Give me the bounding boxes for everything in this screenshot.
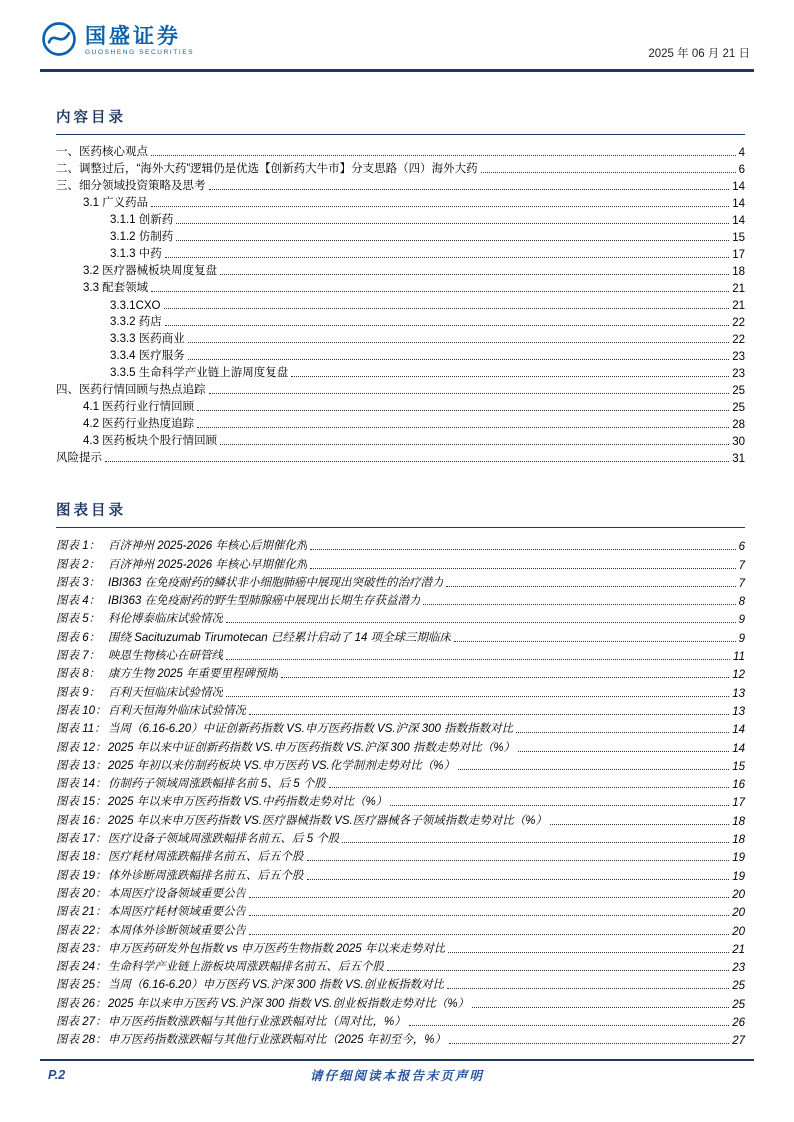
toc-entry[interactable] bbox=[56, 414, 745, 431]
toc-entry-label: 3.3.4 医疗服务 bbox=[110, 350, 185, 362]
figure-entry[interactable] bbox=[56, 1029, 745, 1047]
dot-leader bbox=[454, 641, 736, 642]
figure-entry-number: 图表 4： bbox=[56, 595, 101, 608]
figure-entry-number: 图表 25： bbox=[56, 979, 107, 992]
figure-entry[interactable] bbox=[56, 608, 745, 626]
toc-entry-label: 4.2 医药行业热度追踪 bbox=[83, 418, 195, 430]
toc-entry-label: 3.3.2 药店 bbox=[110, 316, 162, 328]
figure-entry-page: 7 bbox=[738, 559, 745, 572]
figure-entry[interactable] bbox=[56, 681, 745, 699]
figure-entry-title: 申万医药研发外包指数 vs 申万医药生物指数 2025 年以来走势对比 bbox=[108, 942, 446, 955]
brand-subtitle: GUOSHENG SECURITIES bbox=[85, 49, 195, 57]
figure-entry-title: 2025 年以来申万医药指数 VS.中药指数走势对比（%） bbox=[108, 796, 388, 809]
toc-entry-label: 四、医药行情回顾与热点追踪 bbox=[56, 384, 206, 396]
dot-leader bbox=[226, 622, 736, 623]
dot-leader bbox=[310, 549, 735, 550]
figure-entry-number: 图表 3： bbox=[56, 576, 101, 589]
figure-entry-title: 当周（6.16-6.20）中证创新药指数 VS.申万医药指数 VS.沪深 300 指数指数对比 bbox=[108, 723, 514, 736]
figure-entry-title: 围绕 Sacituzumab Tirumotecan 已经累计启动了 14 项全球三期临床 bbox=[108, 631, 452, 644]
figure-entry-number: 图表 22： bbox=[56, 924, 107, 937]
figure-entry-title: 仿制药子领域周涨跌幅排名前 5、后 5 个股 bbox=[108, 778, 326, 791]
dot-leader bbox=[448, 952, 729, 953]
figure-entry[interactable] bbox=[56, 663, 745, 681]
figure-entry-title: 百利天恒海外临床试验情况 bbox=[108, 704, 246, 717]
figure-entry-page: 19 bbox=[732, 870, 745, 883]
dot-leader bbox=[307, 879, 730, 880]
toc-entry[interactable] bbox=[56, 193, 745, 210]
footer-page-number: P.2 bbox=[48, 1068, 66, 1082]
figure-entry-page: 25 bbox=[732, 980, 745, 993]
toc-entry-label: 3.1.1 创新药 bbox=[110, 214, 174, 226]
toc-entry-label: 风险提示 bbox=[56, 452, 102, 464]
figure-entry[interactable] bbox=[56, 736, 745, 754]
figure-entry-number: 图表 2： bbox=[56, 558, 101, 571]
figure-entry-number: 图表 27： bbox=[56, 1016, 107, 1029]
figure-entry-number: 图表 10： bbox=[56, 704, 107, 717]
toc-entry-page: 14 bbox=[732, 198, 745, 210]
figure-entry-number: 图表 18： bbox=[56, 851, 107, 864]
dot-leader bbox=[197, 410, 729, 411]
figure-entry-page: 15 bbox=[732, 760, 745, 773]
figure-entry-page: 20 bbox=[732, 888, 745, 901]
dot-leader bbox=[307, 860, 730, 861]
dot-leader bbox=[165, 257, 729, 258]
dot-leader bbox=[281, 677, 729, 678]
figure-entry-number: 图表 26： bbox=[56, 997, 107, 1010]
figure-entry[interactable] bbox=[56, 718, 745, 736]
figure-entry-title: 2025 年以来中证创新药指数 VS.申万医药指数 VS.沪深 300 指数走势对比（%） bbox=[108, 741, 516, 754]
toc-entry-page: 14 bbox=[732, 181, 745, 193]
figures-list bbox=[56, 535, 745, 1047]
dot-leader bbox=[310, 568, 735, 569]
dot-leader bbox=[249, 934, 729, 935]
figure-entry-title: IBI363 在免疫耐药的鳞状非小细胞肺癌中展现出突破性的治疗潜力 bbox=[108, 576, 444, 589]
toc-entry-label: 3.3 配套领域 bbox=[83, 282, 149, 294]
figure-entry[interactable] bbox=[56, 956, 745, 974]
toc-entry-page: 21 bbox=[732, 300, 745, 312]
dot-leader bbox=[197, 427, 729, 428]
toc-entry[interactable] bbox=[56, 312, 745, 329]
dot-leader bbox=[472, 1007, 729, 1008]
dot-leader bbox=[226, 696, 729, 697]
figure-entry[interactable] bbox=[56, 572, 745, 590]
figure-entry-page: 18 bbox=[732, 834, 745, 847]
figure-entry-page: 14 bbox=[732, 724, 745, 737]
brand-logo-icon bbox=[40, 20, 78, 63]
figure-entry-page: 18 bbox=[732, 815, 745, 828]
figure-entry-number: 图表 12： bbox=[56, 741, 107, 754]
dot-leader bbox=[249, 915, 729, 916]
toc-entry[interactable] bbox=[56, 278, 745, 295]
dot-leader bbox=[151, 291, 729, 292]
dot-leader bbox=[446, 586, 735, 587]
figure-entry-title: 生命科学产业链上游板块周涨跌幅排名前五、后五个股 bbox=[108, 961, 384, 974]
toc-entry-page: 14 bbox=[732, 215, 745, 227]
dot-leader bbox=[151, 206, 729, 207]
figure-entry-page: 16 bbox=[732, 779, 745, 792]
toc-entry-page: 6 bbox=[738, 164, 745, 176]
toc-entry[interactable] bbox=[56, 448, 745, 465]
figure-entry-page: 17 bbox=[732, 797, 745, 810]
brand-text bbox=[85, 26, 194, 57]
figure-entry-title: 百济神州 2025-2026 年核心早期催化剂 bbox=[108, 558, 308, 571]
toc-entry-page: 22 bbox=[732, 317, 745, 329]
dot-leader bbox=[447, 988, 729, 989]
figure-entry-page: 7 bbox=[738, 577, 745, 590]
figure-entry[interactable] bbox=[56, 846, 745, 864]
figure-entry-title: IBI363 在免疫耐药的野生型肺腺癌中展现出长期生存获益潜力 bbox=[108, 595, 421, 608]
figure-entry-title: 体外诊断周涨跌幅排名前五、后五个股 bbox=[108, 869, 304, 882]
figure-entry-page: 23 bbox=[732, 962, 745, 975]
figure-entry-page: 13 bbox=[732, 687, 745, 700]
dot-leader bbox=[249, 897, 729, 898]
figure-entry[interactable] bbox=[56, 590, 745, 608]
report-footer bbox=[40, 1059, 754, 1084]
figure-entry-title: 百利天恒临床试验情况 bbox=[108, 686, 223, 699]
figures-title: 图表目录 bbox=[56, 503, 126, 519]
toc-entry-label: 3.1.2 仿制药 bbox=[110, 231, 174, 243]
figure-entry-number: 图表 16： bbox=[56, 814, 107, 827]
dot-leader bbox=[188, 359, 729, 360]
figure-entry-number: 图表 13： bbox=[56, 759, 107, 772]
figure-entry-number: 图表 15： bbox=[56, 796, 107, 809]
figure-entry[interactable] bbox=[56, 883, 745, 901]
figure-entry-title: 2025 年以来申万医药 VS.沪深 300 指数 VS.创业板指数走势对比（%） bbox=[108, 997, 470, 1010]
toc-entry-page: 31 bbox=[732, 453, 745, 465]
figure-entry-number: 图表 24： bbox=[56, 961, 107, 974]
footer-rule bbox=[40, 1059, 754, 1061]
dot-leader bbox=[387, 970, 729, 971]
dot-leader bbox=[342, 842, 729, 843]
dot-leader bbox=[209, 189, 730, 190]
figure-entry-page: 14 bbox=[732, 742, 745, 755]
dot-leader bbox=[164, 308, 730, 309]
figure-entry-title: 2025 年初以来仿制药板块 VS.申万医药 VS.化学制剂走势对比（%） bbox=[108, 759, 455, 772]
figure-entry-page: 12 bbox=[732, 669, 745, 682]
contents-title-rule bbox=[56, 134, 745, 135]
dot-leader bbox=[188, 342, 729, 343]
toc-entry-page: 30 bbox=[732, 436, 745, 448]
figure-entry-title: 医疗设备子领域周涨跌幅排名前五、后 5 个股 bbox=[108, 833, 340, 846]
figure-entry-page: 25 bbox=[732, 998, 745, 1011]
toc-entry-page: 23 bbox=[732, 351, 745, 363]
report-date: 2025 年 06 月 21 日 bbox=[648, 48, 750, 60]
dot-leader bbox=[249, 714, 729, 715]
toc-entry-page: 25 bbox=[732, 385, 745, 397]
contents-title: 内容目录 bbox=[56, 110, 126, 126]
dot-leader bbox=[458, 769, 729, 770]
toc-entry[interactable] bbox=[56, 363, 745, 380]
figure-entry-title: 申万医药指数涨跌幅与其他行业涨跌幅对比（周对比，%） bbox=[108, 1016, 406, 1029]
dot-leader bbox=[550, 824, 729, 825]
dot-leader bbox=[516, 732, 729, 733]
toc-entry[interactable] bbox=[56, 295, 745, 312]
figure-entry-page: 20 bbox=[732, 907, 745, 920]
dot-leader bbox=[165, 325, 729, 326]
toc-entry-label: 3.1 广义药品 bbox=[83, 197, 149, 209]
figure-entry[interactable] bbox=[56, 700, 745, 718]
header-rule bbox=[40, 69, 754, 72]
figure-entry-number: 图表 7： bbox=[56, 650, 101, 663]
figure-entry-title: 科伦博泰临床试验情况 bbox=[108, 613, 223, 626]
dot-leader bbox=[291, 376, 729, 377]
figure-entry[interactable] bbox=[56, 919, 745, 937]
dot-leader bbox=[409, 1025, 729, 1026]
dot-leader bbox=[449, 1043, 729, 1044]
figure-entry-number: 图表 5： bbox=[56, 613, 101, 626]
figure-entry[interactable] bbox=[56, 553, 745, 571]
figure-entry-page: 20 bbox=[732, 925, 745, 938]
figure-entry[interactable] bbox=[56, 828, 745, 846]
figure-entry-number: 图表 6： bbox=[56, 631, 101, 644]
figure-entry-page: 9 bbox=[738, 614, 745, 627]
footer-disclaimer: 请仔细阅读本报告末页声明 bbox=[309, 1069, 484, 1083]
figure-entry-number: 图表 17： bbox=[56, 833, 107, 846]
figure-entry-title: 医疗耗材周涨跌幅排名前五、后五个股 bbox=[108, 851, 304, 864]
toc-entry[interactable] bbox=[56, 431, 745, 448]
figure-entry[interactable] bbox=[56, 938, 745, 956]
figure-entry-page: 11 bbox=[733, 651, 745, 664]
dot-leader bbox=[518, 751, 729, 752]
figure-entry-title: 2025 年以来申万医药指数 VS.医疗器械指数 VS.医疗器械各子领域指数走势对比（%） bbox=[108, 814, 547, 827]
toc-entry-page: 28 bbox=[732, 419, 745, 431]
toc-entry[interactable] bbox=[56, 176, 745, 193]
toc-entry-page: 22 bbox=[732, 334, 745, 346]
dot-leader bbox=[423, 604, 735, 605]
dot-leader bbox=[329, 787, 729, 788]
figure-entry-number: 图表 21： bbox=[56, 906, 107, 919]
figure-entry-title: 本周医疗耗材领域重要公告 bbox=[108, 906, 246, 919]
figure-entry[interactable] bbox=[56, 974, 745, 992]
toc-entry-page: 23 bbox=[732, 368, 745, 380]
toc-entry[interactable] bbox=[56, 244, 745, 261]
contents-list bbox=[56, 142, 745, 465]
toc-entry[interactable] bbox=[56, 397, 745, 414]
toc-entry[interactable] bbox=[56, 210, 745, 227]
toc-entry[interactable] bbox=[56, 159, 745, 176]
dot-leader bbox=[481, 172, 736, 173]
figure-entry[interactable] bbox=[56, 809, 745, 827]
figure-entry-number: 图表 11： bbox=[56, 723, 106, 736]
figure-entry-page: 26 bbox=[732, 1017, 745, 1030]
toc-entry-label: 3.3.5 生命科学产业链上游周度复盘 bbox=[110, 367, 289, 379]
toc-entry-label: 3.2 医疗器械板块周度复盘 bbox=[83, 265, 218, 277]
toc-entry-page: 18 bbox=[732, 266, 745, 278]
figure-entry-number: 图表 20： bbox=[56, 887, 107, 900]
toc-entry-page: 17 bbox=[732, 249, 745, 261]
figure-entry-title: 映恩生物核心在研管线 bbox=[108, 650, 223, 663]
toc-entry-label: 4.3 医药板块个股行情回顾 bbox=[83, 435, 218, 447]
figures-section bbox=[56, 499, 745, 1047]
figure-entry-page: 27 bbox=[732, 1035, 745, 1048]
toc-entry-label: 3.1.3 中药 bbox=[110, 248, 162, 260]
footer-row bbox=[40, 1066, 754, 1084]
toc-entry[interactable] bbox=[56, 380, 745, 397]
dot-leader bbox=[220, 444, 729, 445]
report-header bbox=[0, 0, 794, 69]
toc-entry-label: 3.3.3 医药商业 bbox=[110, 333, 185, 345]
toc-entry-page: 4 bbox=[738, 147, 745, 159]
figure-entry[interactable] bbox=[56, 626, 745, 644]
figure-entry-page: 6 bbox=[738, 541, 745, 554]
figure-entry-page: 8 bbox=[738, 596, 745, 609]
figure-entry-title: 本周医疗设备领域重要公告 bbox=[108, 887, 246, 900]
dot-leader bbox=[176, 223, 729, 224]
dot-leader bbox=[390, 805, 729, 806]
toc-entry-page: 25 bbox=[732, 402, 745, 414]
toc-entry[interactable] bbox=[56, 261, 745, 278]
figure-entry-number: 图表 14： bbox=[56, 778, 107, 791]
toc-entry[interactable] bbox=[56, 329, 745, 346]
figure-entry[interactable] bbox=[56, 864, 745, 882]
toc-entry-label: 4.1 医药行业行情回顾 bbox=[83, 401, 195, 413]
contents-section bbox=[56, 106, 745, 465]
toc-entry-page: 15 bbox=[732, 232, 745, 244]
figure-entry[interactable] bbox=[56, 901, 745, 919]
toc-entry[interactable] bbox=[56, 227, 745, 244]
figure-entry[interactable] bbox=[56, 791, 745, 809]
figure-entry-number: 图表 1： bbox=[56, 540, 101, 553]
figure-entry[interactable] bbox=[56, 645, 745, 663]
toc-entry[interactable] bbox=[56, 142, 745, 159]
dot-leader bbox=[220, 274, 729, 275]
dot-leader bbox=[209, 393, 730, 394]
figure-entry-number: 图表 23： bbox=[56, 942, 107, 955]
dot-leader bbox=[226, 659, 730, 660]
toc-entry-label: 一、医药核心观点 bbox=[56, 146, 148, 158]
figure-entry-title: 康方生物 2025 年重要里程碑预期 bbox=[108, 668, 278, 681]
figure-entry-page: 13 bbox=[732, 705, 745, 718]
figure-entry-title: 当周（6.16-6.20）申万医药 VS.沪深 300 指数 VS.创业板指数对比 bbox=[108, 979, 445, 992]
toc-entry[interactable] bbox=[56, 346, 745, 363]
figure-entry-title: 本周体外诊断领域重要公告 bbox=[108, 924, 246, 937]
report-body bbox=[56, 106, 745, 1047]
figure-entry-number: 图表 28： bbox=[56, 1034, 107, 1047]
figure-entry[interactable] bbox=[56, 773, 745, 791]
toc-entry-label: 3.3.1CXO bbox=[110, 300, 161, 312]
figure-entry-title: 百济神州 2025-2026 年核心后期催化剂 bbox=[108, 540, 308, 553]
toc-entry-label: 二、调整过后，“海外大药”逻辑仍是优选【创新药大牛市】分支思路（四）海外大药 bbox=[56, 163, 478, 175]
toc-entry-label: 三、细分领域投资策略及思考 bbox=[56, 180, 206, 192]
brand-name: 国盛证券 bbox=[85, 25, 181, 49]
dot-leader bbox=[105, 461, 729, 462]
brand bbox=[40, 20, 194, 63]
toc-entry-page: 21 bbox=[732, 283, 745, 295]
figure-entry-page: 19 bbox=[732, 852, 745, 865]
dot-leader bbox=[151, 155, 736, 156]
figure-entry-page: 9 bbox=[738, 632, 745, 645]
figure-entry-number: 图表 19： bbox=[56, 869, 107, 882]
figure-entry-title: 申万医药指数涨跌幅与其他行业涨跌幅对比（2025 年初至今，%） bbox=[108, 1034, 447, 1047]
figure-entry[interactable] bbox=[56, 1011, 745, 1029]
figure-entry[interactable] bbox=[56, 755, 745, 773]
dot-leader bbox=[176, 240, 729, 241]
figure-entry[interactable] bbox=[56, 992, 745, 1010]
figure-entry-number: 图表 9： bbox=[56, 686, 101, 699]
figures-title-rule bbox=[56, 527, 745, 528]
figure-entry[interactable] bbox=[56, 535, 745, 553]
figure-entry-number: 图表 8： bbox=[56, 668, 101, 681]
figure-entry-page: 21 bbox=[732, 943, 745, 956]
